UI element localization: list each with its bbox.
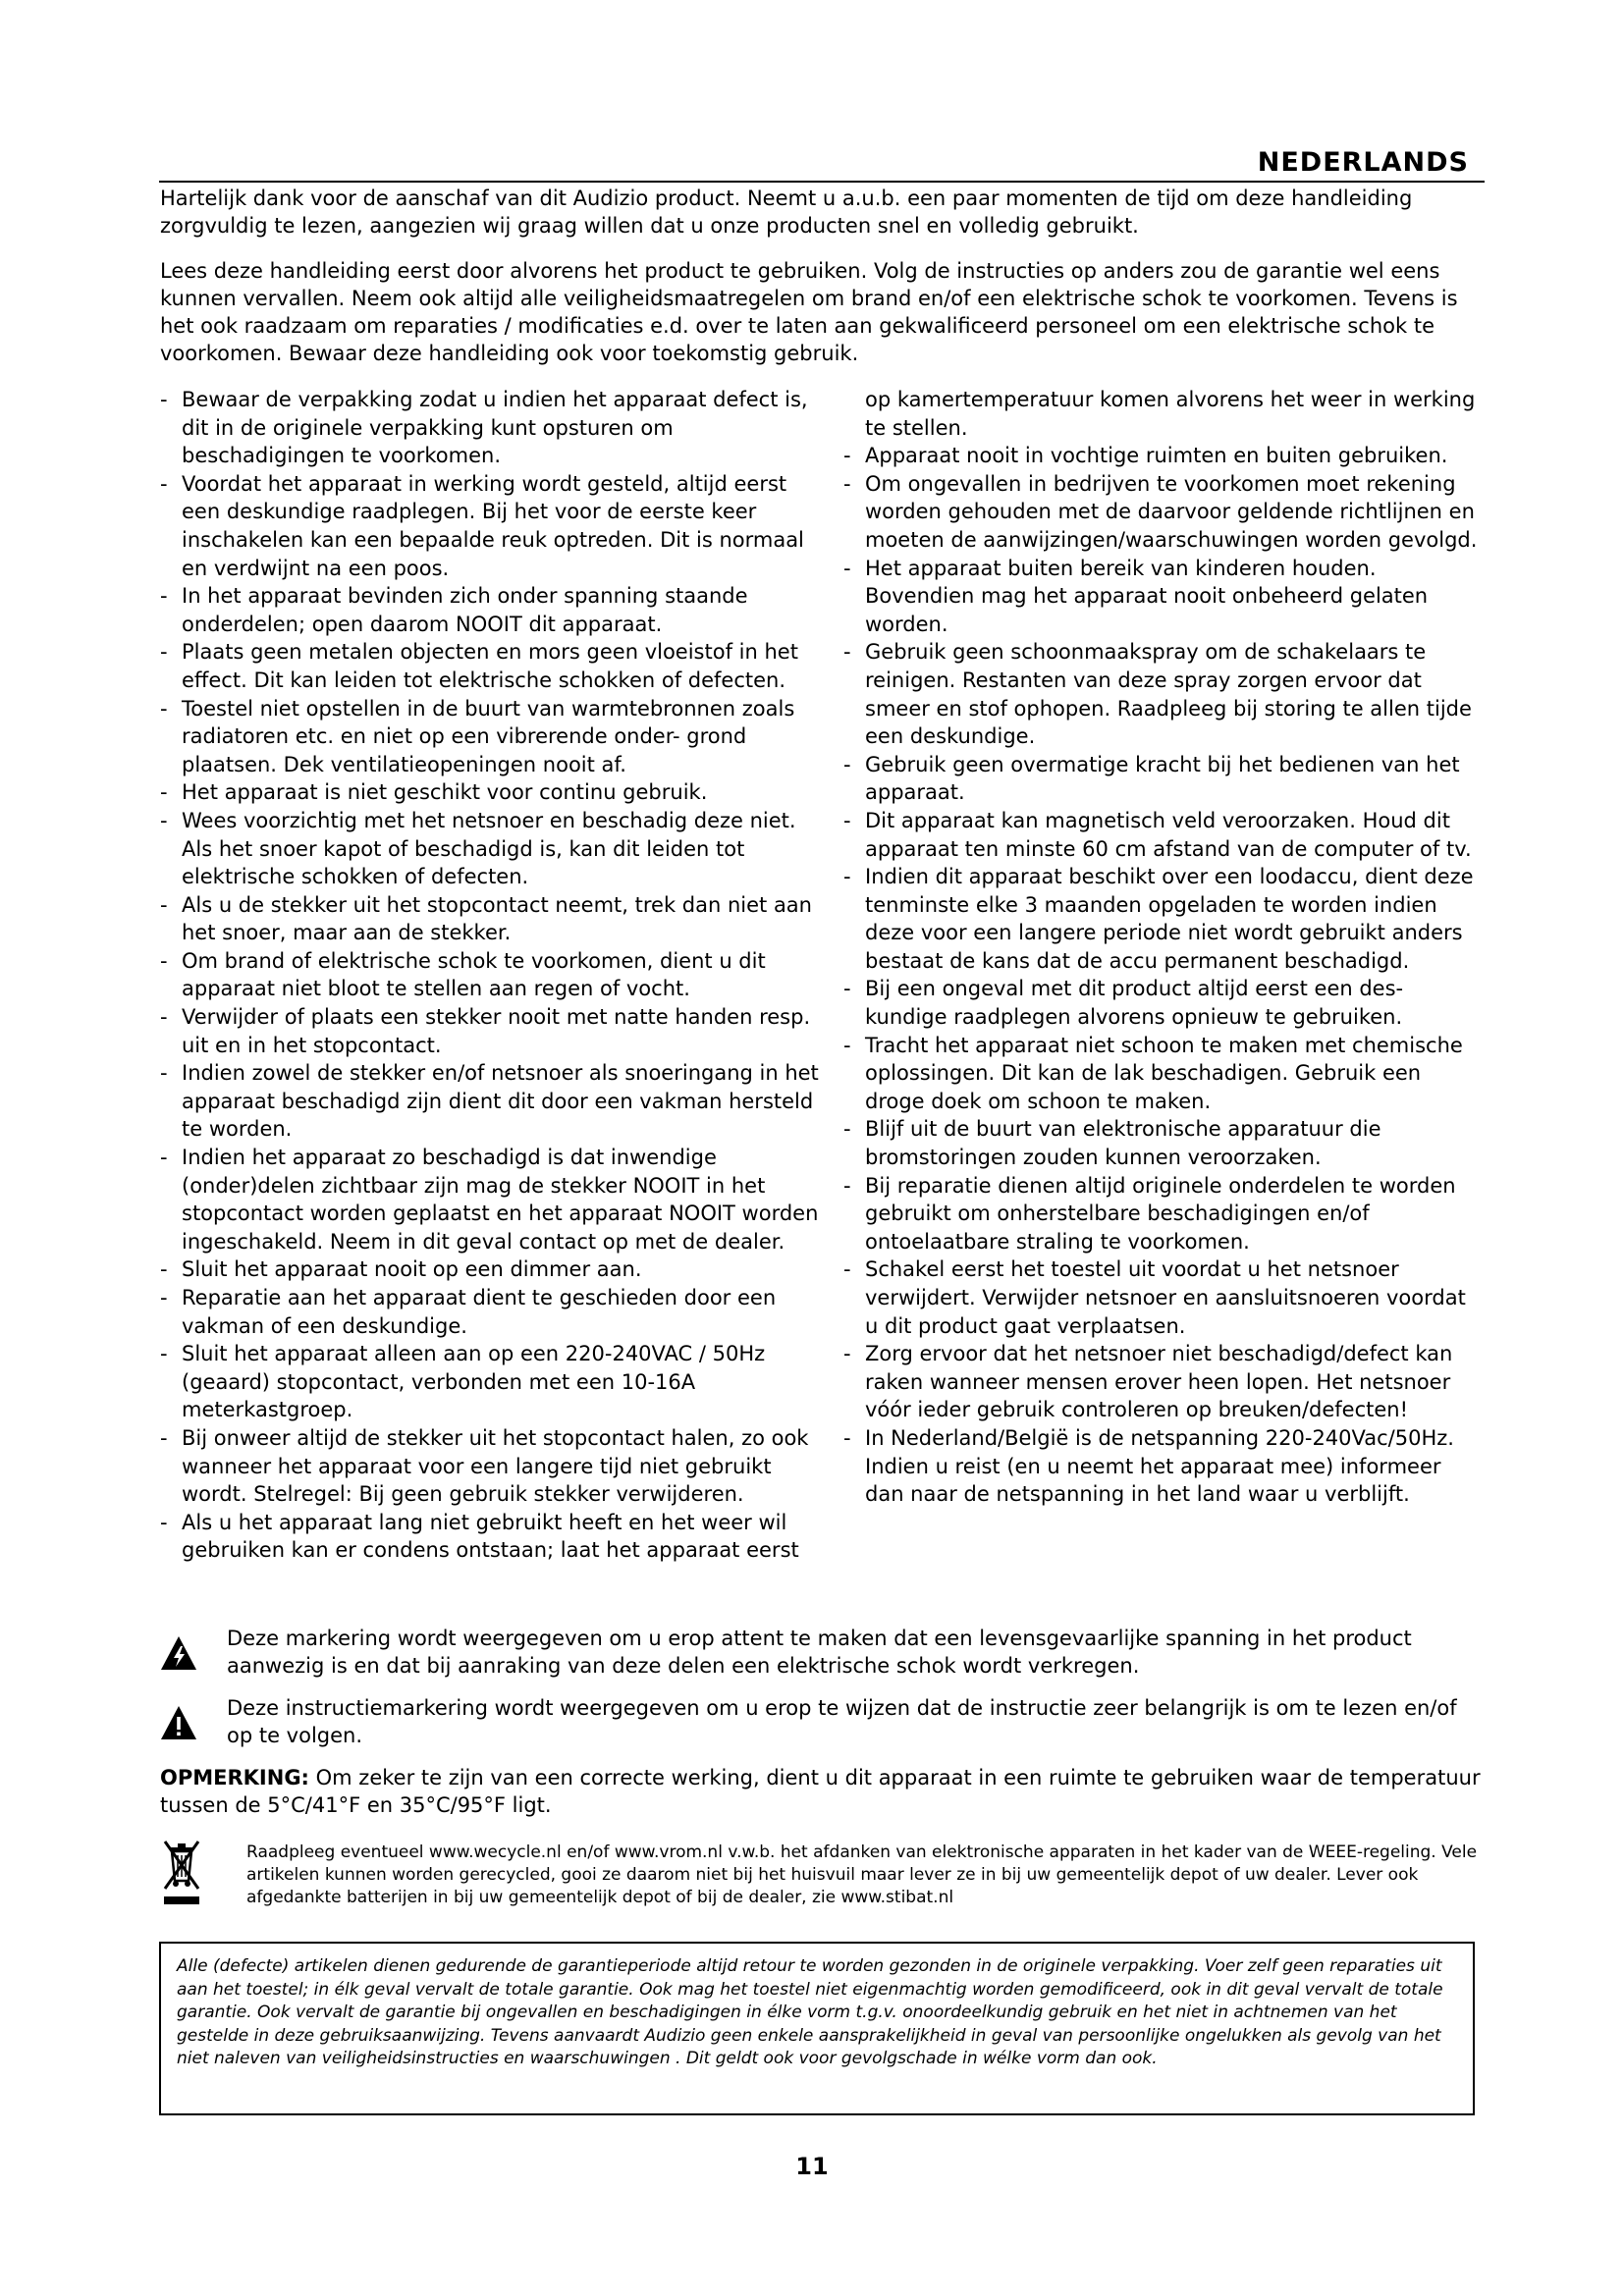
page-number: 11 [795,2153,829,2180]
list-item: - Gebruik geen overmatige kracht bij het bedienen van het apparaat. [843,752,1460,805]
crossed-out-wheelie-bin-icon [162,1838,201,1908]
safety-list-right [843,386,1484,1509]
list-item-continuation: op kamertemperatuur komen alvorens het weer in werking te stellen. [865,388,1476,440]
temperature-note [160,1764,1481,1819]
list-item: - Bij reparatie dienen altijd originele onderdelen te worden gebruikt om onherstelbare beschadigingen en/of ontoelaatbare straling te voorkomen. [843,1173,1456,1254]
list-item: - Het apparaat is niet geschikt voor continu gebruik. [160,780,708,805]
high-voltage-warning-icon [160,1634,197,1672]
list-item: - Schakel eerst het toestel uit voordat u het netsnoer verwijdert. Verwijder netsnoer en aansluitsnoeren voordat u dit product gaat verplaatsen. [843,1257,1466,1338]
intro-paragraph: Lees deze handleiding eerst door alvorens het product te gebruiken. Volg de instructies op anders zou de garantie wel eens kunnen vervallen. Neem ook altijd alle veiligheidsmaatregelen om brand en/of een elektrische schok te voorkomen. Tevens is het ook raadzaam om reparaties / modificaties e.d. over te laten aan gekwalificeerd personeel om een elektrische schok te voorkomen. Bewaar deze handleiding ook voor toekomstig gebruik. [160,259,1458,365]
warranty-text: Alle (defecte) artikelen dienen gedurende de garantieperiode altijd retour te worden gezonden in de originele verpakking. Voer zelf geen reparaties uit aan het toestel; in élk geval vervalt de totale garantie. Ook mag het toestel niet eigenmachtig worden gemodificeerd, ook in dit geval vervalt de totale garantie. Ook vervalt de garantie bij ongevallen en beschadigingen in élke vorm t.g.v. onoordeelkundig gebruik en het niet in achtnemen van het gestelde in deze gebruiksaanwijzing. Tevens aanvaardt Audizio geen enkele aansprakelijkheid in geval van persoonlijke ongelukken als gevolg van het niet naleven van veiligheidsinstructies en waarschuwingen . Dit geldt ook voor gevolgschade in wélke vorm dan ook. [177,1956,1443,2068]
list-item: - Sluit het apparaat nooit op een dimmer aan. [160,1257,642,1282]
list-item: - Blijf uit de buurt van elektronische apparatuur die bromstoringen zouden kunnen veroorzaken. [843,1117,1381,1170]
list-item: - Gebruik geen schoonmaakspray om de schakelaars te reinigen. Restanten van deze spray zorgen ervoor dat smeer en stof ophopen. Raadpleeg bij storing te allen tijde een deskundige. [843,640,1472,749]
warning-text: Deze instructiemarkering wordt weergegeven om u erop te wijzen dat de instructie zeer belangrijk is om te lezen en/of op te volgen. [227,1696,1457,1747]
list-item: - Apparaat nooit in vochtige ruimten en buiten gebruiken. [843,444,1448,468]
list-item: - Om brand of elektrische schok te voorkomen, dient u dit apparaat niet bloot te stellen aan regen of vocht. [160,948,766,1001]
exclamation-warning-icon [160,1704,197,1741]
list-item: - Dit apparaat kan magnetisch veld veroorzaken. Houd dit apparaat ten minste 60 cm afstand van de computer of tv. [843,808,1472,861]
list-item: - Voordat het apparaat in werking wordt gesteld, altijd eerst een deskundige raadplegen. Bij het voor de eerste keer inschakelen kan een bepaalde reuk optreden. Dit is normaal en verdwijnt na een poos. [160,471,804,580]
weee-notice [160,1838,1486,1916]
list-item: - Toestel niet opstellen in de buurt van warmtebronnen zoals radiatoren etc. en niet op een vibrerende onder- grond plaatsen. Dek ventilatieopeningen nooit af. [160,696,795,776]
language-header: NEDERLANDS [1257,147,1469,178]
list-item: - Als u het apparaat lang niet gebruikt heeft en het weer wil gebruiken kan er condens ontstaan; laat het apparaat eerst [160,1510,799,1563]
intro-paragraph: Hartelijk dank voor de aanschaf van dit Audizio product. Neemt u a.u.b. een paar momenten de tijd om deze handleiding zorgvuldig te lezen, aangezien wij graag willen dat u onze producten snel en volledig gebruikt. [160,187,1413,238]
list-item: - Het apparaat buiten bereik van kinderen houden. Bovendien mag het apparaat nooit onbeheerd gelaten worden. [843,556,1429,636]
note-label: OPMERKING: [160,1766,309,1789]
list-item: - Indien het apparaat zo beschadigd is dat inwendige (onder)delen zichtbaar zijn mag de stekker NOOIT in het stopcontact worden geplaatst en het apparaat NOOIT worden ingeschakeld. Neem in dit geval contact op met de dealer. [160,1146,819,1254]
list-item: - Om ongevallen in bedrijven te voorkomen moet rekening worden gehouden met de daarvoor geldende richtlijnen en moeten de aanwijzingen/waarschuwingen worden gevolgd. [843,471,1478,552]
safety-list-left [160,386,826,1565]
list-item: - Indien dit apparaat beschikt over een loodaccu, dient deze tenminste elke 3 maanden opgeladen te worden indien deze voor een langere periode niet wordt gebruikt anders bestaat de kans dat de accu permanent beschadigd. [843,865,1474,973]
warranty-notice-box [159,1942,1475,2115]
list-item: - Plaats geen metalen objecten en mors geen vloeistof in het effect. Dit kan leiden tot elektrische schokken of defecten. [160,640,798,692]
list-item: - In Nederland/België is de netspanning 220-240Vac/50Hz. Indien u reist (en u neemt het apparaat mee) informeer dan naar de netspanning in het land waar u verblijft. [843,1425,1454,1507]
note-text: Om zeker te zijn van een correcte werking, dient u dit apparaat in een ruimte te gebruiken waar de temperatuur tussen de 5°C/41°F en 35°C/95°F ligt. [160,1766,1481,1817]
header-divider [159,181,1485,183]
list-item: - Als u de stekker uit het stopcontact neemt, trek dan niet aan het snoer, maar aan de stekker. [160,892,812,945]
list-item: - Bij een ongeval met dit product altijd eerst een des- kundige raadplegen alvorens opnieuw te gebruiken. [843,977,1404,1030]
list-item: - Indien zowel de stekker en/of netsnoer als snoeringang in het apparaat beschadigd zijn dient dit door een vakman hersteld te worden. [160,1061,819,1142]
list-item: - Wees voorzichtig met het netsnoer en beschadig deze niet. Als het snoer kapot of beschadigd is, kan dit leiden tot elektrische schokken of defecten. [160,808,796,889]
list-item: - In het apparaat bevinden zich onder spanning staande onderdelen; open daarom NOOIT dit apparaat. [160,584,748,636]
list-item: - Verwijder of plaats een stekker nooit met natte handen resp. uit en in het stopcontact. [160,1005,811,1057]
weee-text: Raadpleeg eventueel www.wecycle.nl en/of www.vrom.nl v.w.b. het afdanken van elektronische apparaten in het kader van de WEEE-regeling. Vele artikelen kunnen worden gerecycled, gooi ze daarom niet bij het huisvuil maar lever ze in bij uw gemeentelijk depot of uw dealer. Lever ook afgedankte batterijen in bij uw gemeentelijk depot of bij de dealer, zie www.stibat.nl [246,1842,1478,1907]
warning-text: Deze markering wordt weergegeven om u erop attent te maken dat een levensgevaarlijke spanning in het product aanwezig is en dat bij aanraking van deze delen een elektrische schok wordt verkregen. [227,1627,1412,1678]
list-item: - Bewaar de verpakking zodat u indien het apparaat defect is, dit in de originele verpakking kunt opsturen om beschadigingen te voorkomen. [160,388,808,468]
list-item: - Sluit het apparaat alleen aan op een 220-240VAC / 50Hz (geaard) stopcontact, verbonden met een 10-16A meterkastgroep. [160,1342,766,1422]
list-item: - Tracht het apparaat niet schoon te maken met chemische oplossingen. Dit kan de lak beschadigen. Gebruik een droge doek om schoon te maken. [843,1033,1463,1113]
list-item: - Zorg ervoor dat het netsnoer niet beschadigd/defect kan raken wanneer mensen erover heen lopen. Het netsnoer vóór ieder gebruik controleren op breuken/defecten! [843,1342,1453,1422]
list-item: - Reparatie aan het apparaat dient te geschieden door een vakman of een deskundige. [160,1286,777,1338]
list-item: - Bij onweer altijd de stekker uit het stopcontact halen, zo ook wanneer het apparaat voor een langere tijd niet gebruikt wordt. Stelregel: Bij geen gebruik stekker verwijderen. [160,1425,809,1507]
